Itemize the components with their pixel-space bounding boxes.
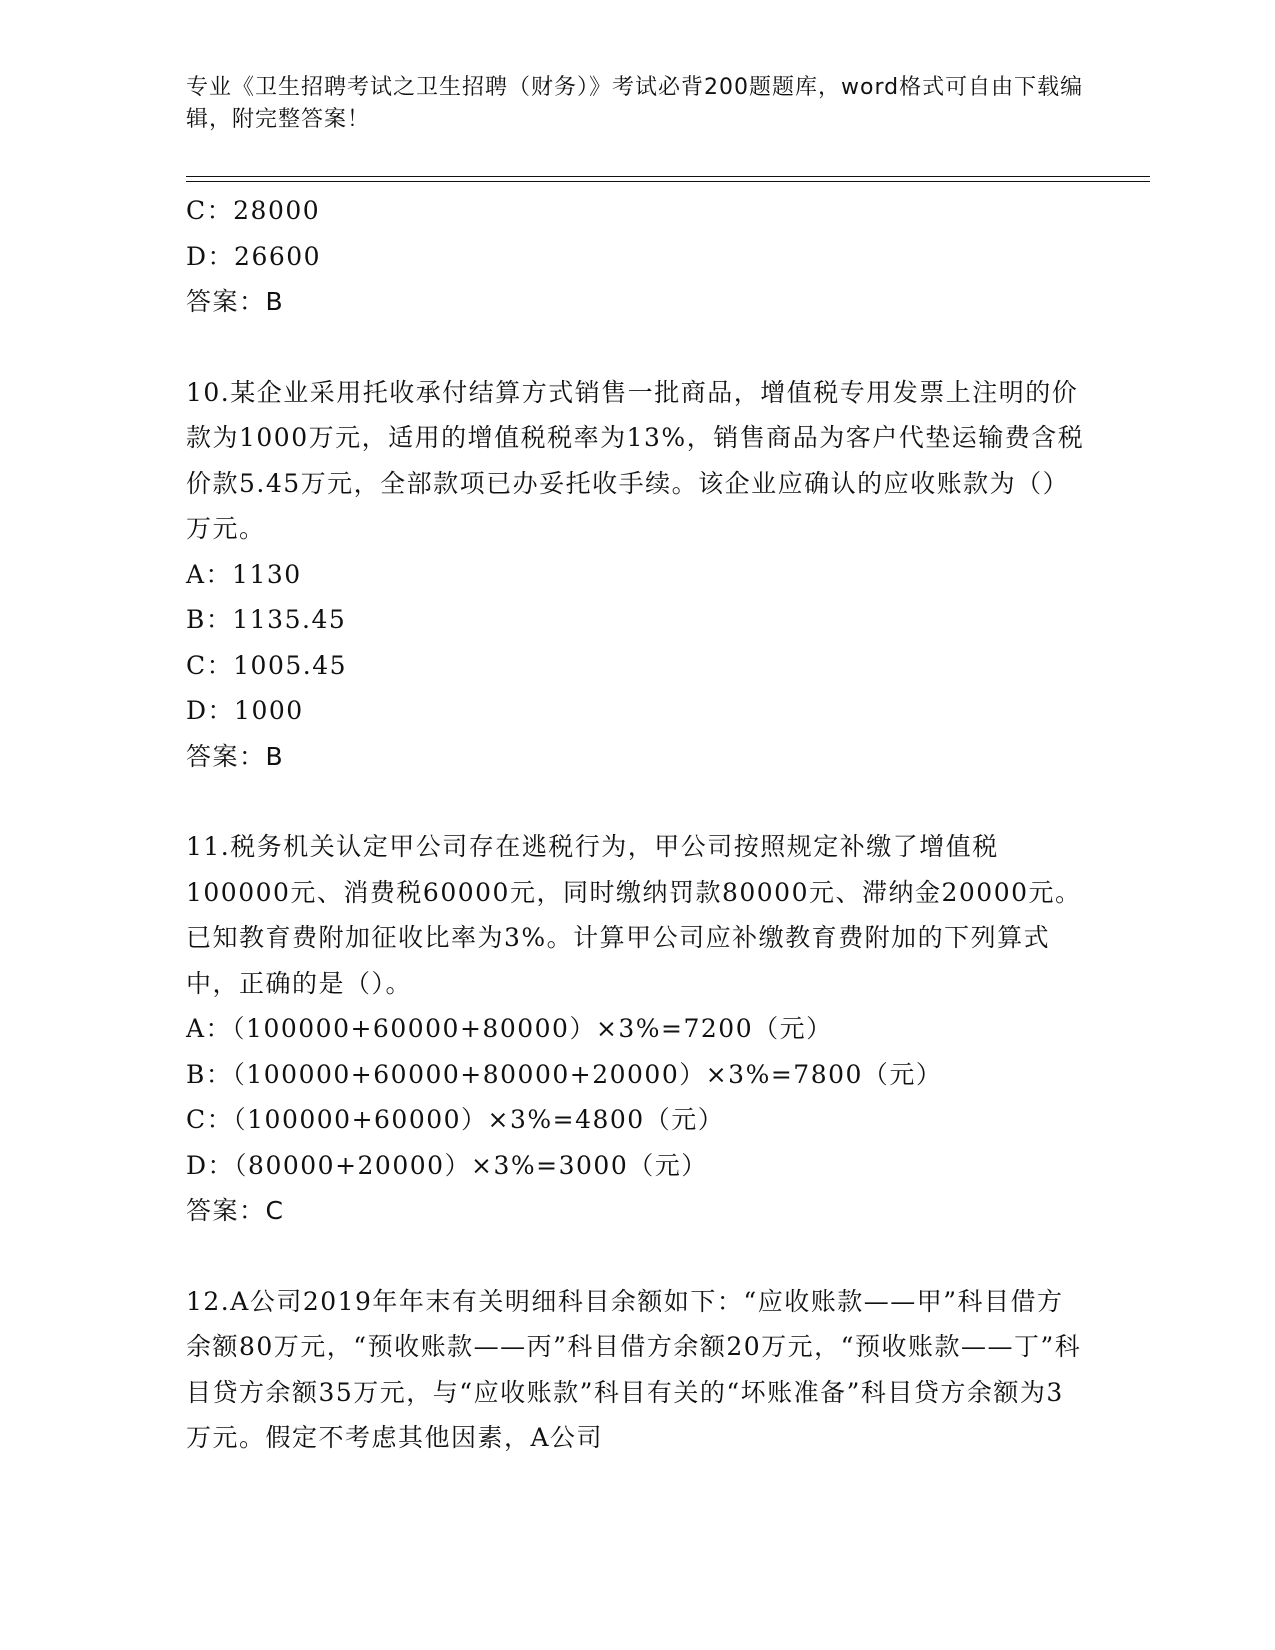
option-c: C：1005.45 <box>186 650 348 680</box>
question-stem: 12.A公司2019年年末有关明细科目余额如下：“应收账款——甲”科目借方余额80万元，“预收账款——丙”科目借方余额20万元，“预收账款——丁”科目贷方余额35万元，与“应收账款”科目有关的“坏账准备”科目贷方余额为3万元。假定不考虑其他因素，A公司 <box>186 1286 1082 1452</box>
option-b: B：1135.45 <box>186 605 347 634</box>
question-11 <box>186 824 1086 1234</box>
question-stem: 10.某企业采用托收承付结算方式销售一批商品，增值税专用发票上注明的价款为1000万元，适用的增值税税率为13%，销售商品为客户代垫运输费含税价款5.45万元，全部款项已办妥托收手续。该企业应确认的应收账款为（）万元。 <box>186 377 1085 543</box>
option-c: C：（100000+60000）×3%=4800（元） <box>186 1105 725 1134</box>
option-d: D：26600 <box>186 241 322 271</box>
option-b: B：（100000+60000+80000+20000）×3%=7800（元） <box>186 1059 943 1089</box>
option-d: D：1000 <box>186 696 304 725</box>
answer-line: 答案：C <box>186 1196 285 1225</box>
question-10 <box>186 370 1086 780</box>
option-a: A：（100000+60000+80000）×3%=7200（元） <box>186 1014 833 1043</box>
spacer <box>186 325 1086 370</box>
document-body <box>186 188 1086 1461</box>
option-c: C：28000 <box>186 196 321 225</box>
spacer <box>186 1234 1086 1279</box>
question-stem: 11.税务机关认定甲公司存在逃税行为，甲公司按照规定补缴了增值税100000元、消费税60000元，同时缴纳罚款80000元、滞纳金20000元。已知教育费附加征收比率为3%。计算甲公司应补缴教育费附加的下列算式中，正确的是（）。 <box>186 832 1082 998</box>
option-a: A：1130 <box>186 559 302 589</box>
header-rule-bottom <box>186 181 1150 182</box>
question-12 <box>186 1279 1086 1461</box>
spacer <box>186 779 1086 824</box>
document-header: 专业《卫生招聘考试之卫生招聘（财务）》考试必背200题题库，word格式可自由下载编辑，附完整答案！ <box>186 75 1084 132</box>
option-d: D：（80000+20000）×3%=3000（元） <box>186 1150 708 1180</box>
header-rule-top <box>186 176 1150 177</box>
answer-line: 答案：B <box>186 741 285 771</box>
answer-line: 答案：B <box>186 287 285 316</box>
